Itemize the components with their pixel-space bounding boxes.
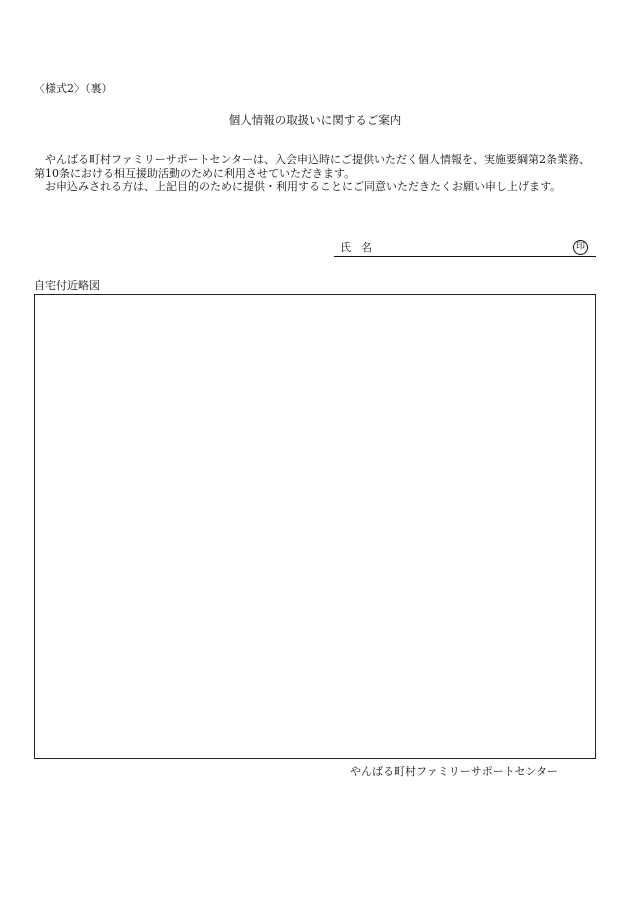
home-map-drawing-area[interactable] (34, 294, 596, 759)
notice-paragraph-consent: お申込みされる方は、上記目的のために提供・利用することにご同意いただきたくお願い申し上げます。 (45, 180, 562, 193)
home-map-label: 自宅付近略図 (34, 279, 100, 292)
signature-name-label: 氏名 (340, 241, 382, 254)
form-number: 〈様式2〉（裏） (34, 82, 113, 95)
signature-field[interactable] (334, 240, 596, 257)
notice-paragraph-purpose: やんばる町村ファミリーサポートセンターは、入会申込時にご提供いただく個人情報を、実施要綱第2条業務、第10条における相互援助活動のために利用させていただきます。 (34, 153, 591, 180)
seal-icon: 印 (573, 240, 588, 255)
notice-body (34, 153, 600, 194)
document-title: 個人情報の取扱いに関するご案内 (228, 113, 402, 127)
organization-name: やんばる町村ファミリーサポートセンター (350, 765, 559, 778)
